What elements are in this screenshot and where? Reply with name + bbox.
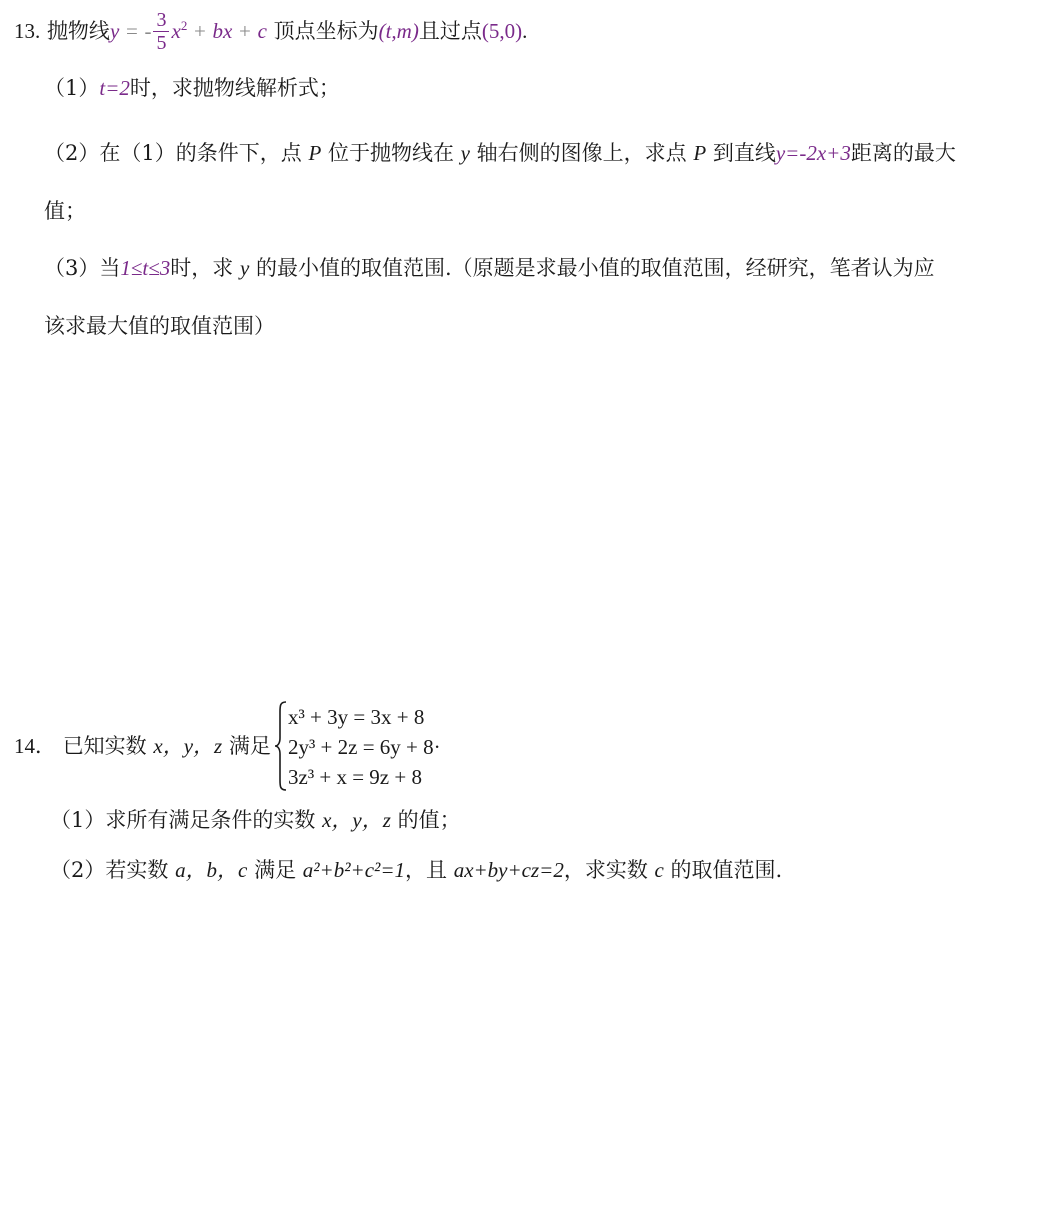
- q14-intro-b: 满足: [228, 734, 271, 758]
- q14-p2-text-d: ，求实数: [563, 858, 648, 882]
- q13-p2-text-a: 在（1）的条件下，点: [99, 141, 302, 165]
- q14-p1-vars: x，y，z: [322, 808, 391, 832]
- q13-frac-numerator: 3: [156, 9, 167, 31]
- q14-eq2-row: [288, 732, 441, 762]
- q13-eq-plus1: +: [194, 19, 206, 43]
- q14-p1-text-a: 求所有满足条件的实数: [105, 808, 316, 832]
- q13-end: .: [522, 19, 528, 43]
- q14-intro-a: 已知实数: [62, 734, 147, 758]
- q13-vertex: (t,m): [378, 19, 419, 43]
- q13-part3-cont: [44, 316, 275, 337]
- q13-p2-y: y: [460, 141, 470, 165]
- q14-stem: [14, 736, 271, 757]
- q13-p3-text-b: 时，求: [170, 256, 234, 280]
- q13-frac-denominator: 5: [156, 32, 167, 54]
- q13-eq-bx-x: x: [223, 19, 233, 43]
- q13-point: (5,0): [481, 19, 523, 43]
- q13-eq-y: y: [109, 19, 120, 43]
- q13-eq-b: b: [212, 19, 224, 43]
- q14-p2-text-c: ，且: [405, 858, 447, 882]
- q14-p2-c: c: [654, 858, 664, 882]
- q13-p2-cont: 值；: [44, 199, 86, 223]
- q13-p3-math: 1≤t≤3: [120, 256, 171, 280]
- q13-eq-x-exponent: 2: [180, 18, 188, 33]
- q14-p2-text-a: 若实数: [105, 858, 169, 882]
- q13-part2: [44, 143, 956, 164]
- q13-p1-label: （1）: [44, 76, 100, 100]
- q14-eq1: x³ + 3y = 3x + 8: [288, 705, 425, 729]
- q13-p1-math: t=2: [99, 76, 130, 100]
- q13-p2-text-c: 轴右侧的图像上，求点: [476, 141, 687, 165]
- q13-eq-plus2: +: [239, 19, 251, 43]
- q14-eq3: 3z³ + x = 9z + 8: [288, 765, 422, 789]
- q13-p3-label: （3）: [44, 256, 100, 280]
- q14-eq2: 2y³ + 2z = 6y + 8: [288, 735, 434, 759]
- q13-intro: 抛物线: [46, 19, 110, 43]
- q13-p2-text-b: 位于抛物线在: [327, 141, 454, 165]
- q13-p2-point-p: P: [308, 141, 322, 165]
- q14-p2-text-b: 满足: [254, 858, 297, 882]
- q13-fraction: [153, 9, 169, 54]
- q14-equation-system: [288, 702, 441, 792]
- q14-p2-text-e: 的取值范围.: [670, 858, 783, 882]
- q13-p3-cont: 该求最大值的取值范围）: [44, 314, 275, 338]
- q13-text-pass: 且过点: [418, 19, 482, 43]
- q13-eq-c: c: [257, 19, 267, 43]
- q13-eq-x: x: [171, 19, 181, 43]
- q13-number: 13.: [14, 19, 41, 43]
- q13-p2-text-e: 距离的最大: [850, 141, 956, 165]
- q14-eq-end: ·: [433, 735, 441, 759]
- q13-part1: [44, 78, 340, 99]
- q13-p1-text: 时，求抛物线解析式；: [129, 76, 340, 100]
- q14-p2-cond1: a²+b²+c²=1: [302, 858, 405, 882]
- q13-p3-text-c: 的最小值的取值范围.（原题是求最小值的取值范围，经研究，笔者认为应: [255, 256, 935, 280]
- q14-part1: [50, 810, 461, 831]
- q13-p3-text-a: 当: [99, 256, 121, 280]
- q13-stem: [14, 10, 527, 55]
- q13-p2-text-d: 到直线: [712, 141, 776, 165]
- q14-number: 14．: [14, 734, 56, 758]
- q13-part2-cont: [44, 201, 86, 222]
- q13-p2-label: （2）: [44, 141, 100, 165]
- q14-p2-vars: a，b，c: [175, 858, 248, 882]
- q13-eq-equals: =: [125, 19, 138, 43]
- q13-p3-y: y: [239, 256, 250, 280]
- q14-p2-label: （2）: [50, 858, 106, 882]
- q14-system-brace: [274, 700, 288, 792]
- q13-part3: [44, 258, 935, 279]
- q14-p1-label: （1）: [50, 808, 106, 832]
- q13-p2-line-eq: y=-2x+3: [775, 141, 851, 165]
- q13-p2-point-p2: P: [693, 141, 707, 165]
- q14-vars: x，y，z: [153, 734, 223, 758]
- q14-p1-text-b: 的值；: [397, 808, 461, 832]
- q14-part2: [50, 860, 782, 881]
- q13-eq-minus: -: [144, 19, 152, 43]
- q14-p2-cond2: ax+by+cz=2: [453, 858, 564, 882]
- q13-text-vertex: 顶点坐标为: [273, 19, 379, 43]
